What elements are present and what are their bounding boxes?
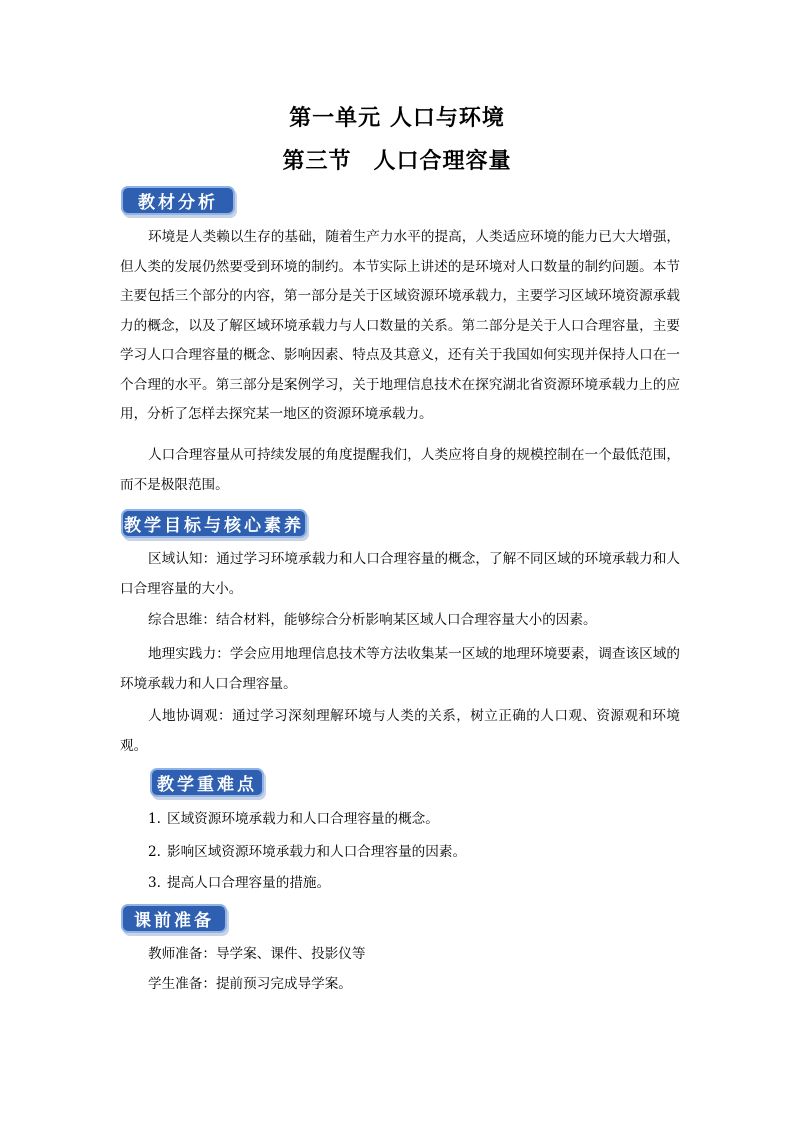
analysis-paragraph-1: 环境是人类赖以生存的基础，随着生产力水平的提高，人类适应环境的能力已大大增强，但人类的发展仍然要受到环境的制约。本节实际上讲述的是环境对人口数量的制约问题。本节主要包括三个部分的内容，第一部分是关于区域资源环境承载力，主要学习区域环境资源承载力的概念，以及了解区域环境承载力与人口数量的关系。第二部分是关于人口合理容量，主要学习人口合理容量的概念、影响因素、特点及其意义，还有关于我国如何实现并保持人口在一个合理的水平。第三部分是案例学习，关于地理信息技术在探究湖北省资源环境承载力上的应用，分析了怎样去探究某一地区的资源环境承载力。 [120,229,680,422]
keypoints-badge: 教学重难点 [150,768,264,797]
analysis-paragraph-2: 人口合理容量从可持续发展的角度提醒我们，人类应将自身的规模控制在一个最低范围，而不是极限范围。 [120,447,680,493]
goals-regional-cognition: 区域认知：通过学习环境承载力和人口合理容量的概念，了解不同区域的环境承载力和人口合理容量的大小。 [120,551,680,597]
section-name: 人口合理容量 [373,148,512,174]
keypoint-item: 1. 区域资源环境承载力和人口合理容量的概念。 [148,811,439,827]
analysis-badge: 教材分析 [121,186,235,215]
unit-title: 第一单元 人口与环境 [289,105,505,131]
goals-badge: 教学目标与核心素养 [121,509,307,538]
goals-human-earth: 人地协调观：通过学习深刻理解环境与人类的关系，树立正确的人口观、资源观和环境观。 [120,708,680,754]
student-prep: 学生准备：提前预习完成导学案。 [148,976,352,992]
goals-geo-practice: 地理实践力：学会应用地理信息技术等方法收集某一区域的地理环境要素，调查该区域的环境承载力和人口合理容量。 [120,646,680,692]
section-title [0,144,794,175]
keypoint-item: 2. 影响区域资源环境承载力和人口合理容量的因素。 [148,844,467,860]
section-prefix: 第三节 [282,148,352,174]
teacher-prep: 教师准备：导学案、课件、投影仪等 [148,946,366,962]
keypoint-item: 3. 提高人口合理容量的措施。 [148,875,331,891]
goals-integrated-thinking: 综合思维：结合材料，能够综合分析影响某区域人口合理容量大小的因素。 [148,612,597,628]
prep-badge: 课前准备 [121,904,227,933]
